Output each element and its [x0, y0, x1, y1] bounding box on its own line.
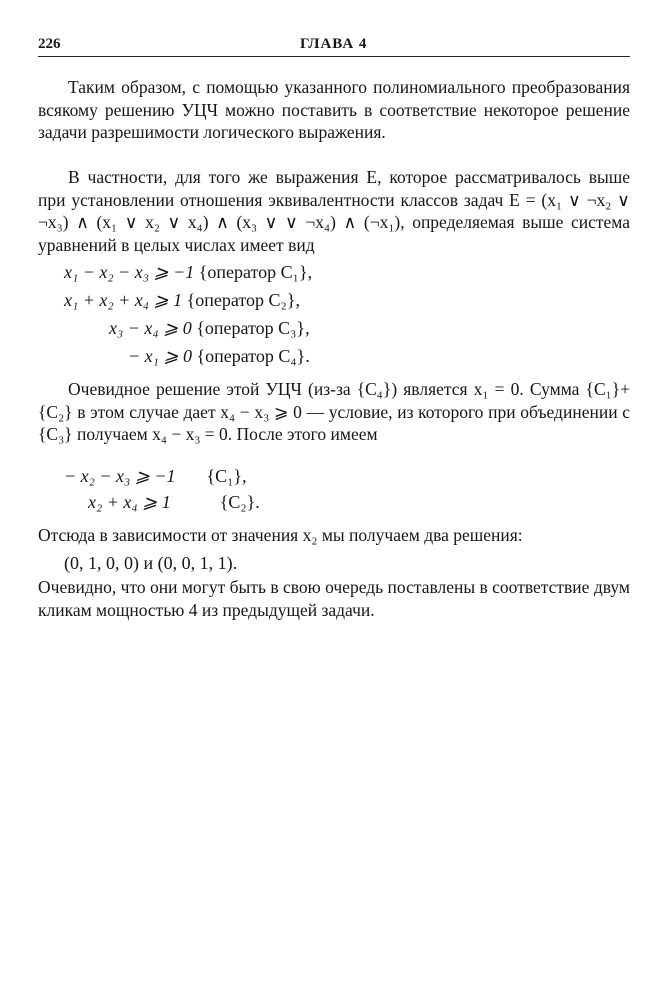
- system1-row-4-lhs: − x₁ ⩾ 0: [128, 346, 192, 366]
- paragraph-3: Очевидное решение этой УЦЧ (из-за {C₄}) является x₁ = 0. Сумма {C₁}+{C₂} в этом случае дает x₄ − x₃ ⩾ 0 — условие, из которого при объединении с {C₃} получаем x₄ − x₃ = 0. После этого имеем: [38, 379, 630, 444]
- system1-row-3-label: {оператор C₃},: [196, 318, 310, 338]
- system2-row-1-lhs: − x₂ − x₃ ⩾ −1: [64, 466, 176, 486]
- system2-row-2-lhs: x₂ + x₄ ⩾ 1: [88, 492, 171, 512]
- page-header: [38, 34, 630, 56]
- system1-row-2-lhs: x₁ + x₂ + x₄ ⩾ 1: [64, 290, 183, 310]
- solutions-line: (0, 1, 0, 0) и (0, 0, 1, 1).: [64, 553, 238, 573]
- system1-row-4: [128, 346, 310, 367]
- system1-row-2-label: {оператор C₂},: [186, 290, 300, 310]
- system1-row-1-lhs: x₁ − x₂ − x₃ ⩾ −1: [64, 262, 195, 282]
- page-number: 226: [38, 36, 61, 52]
- system1-row-3: [109, 318, 310, 339]
- system1-row-3-lhs: x₃ − x₄ ⩾ 0: [109, 318, 192, 338]
- system1-row-4-label: {оператор C₄}.: [196, 346, 310, 366]
- system2-row-1-label: {C₁},: [206, 466, 247, 486]
- system1-row-2: [64, 290, 300, 311]
- system1-row-1-label: {оператор C₁},: [198, 262, 313, 282]
- paragraph-4: Отсюда в зависимости от значения x₂ мы получаем два решения:: [38, 525, 523, 545]
- system2-row-2-label: {C₂}.: [219, 492, 260, 512]
- paragraph-2: В частности, для того же выражения E, которое рассматривалось выше при установлении отношения эквивалентности классов задач E = (x₁ ∨ ¬x₂ ∨ ¬x₃) ∧ (x₁ ∨ x₂ ∨ x₄) ∧ (x₃ ∨ ∨ ¬x₄) ∧ (¬x₁), определяемая выше система уравнений в целых числах имеет вид: [38, 167, 630, 255]
- header-rule: [38, 56, 630, 57]
- system2-row-2: [88, 492, 260, 513]
- chapter-title: ГЛАВА 4: [300, 36, 368, 52]
- system2-row-1: [64, 466, 247, 487]
- book-page: [38, 34, 630, 620]
- paragraph-6: Очевидно, что они могут быть в свою очередь поставлены в соответствие двум кликам мощностью 4 из предыдущей задачи.: [38, 577, 630, 620]
- system1-row-1: [64, 262, 312, 283]
- paragraph-1: Таким образом, с помощью указанного полиномиального преобразования всякому решению УЦЧ можно поставить в соответствие некоторое решение задачи разрешимости логического выражения.: [38, 77, 630, 142]
